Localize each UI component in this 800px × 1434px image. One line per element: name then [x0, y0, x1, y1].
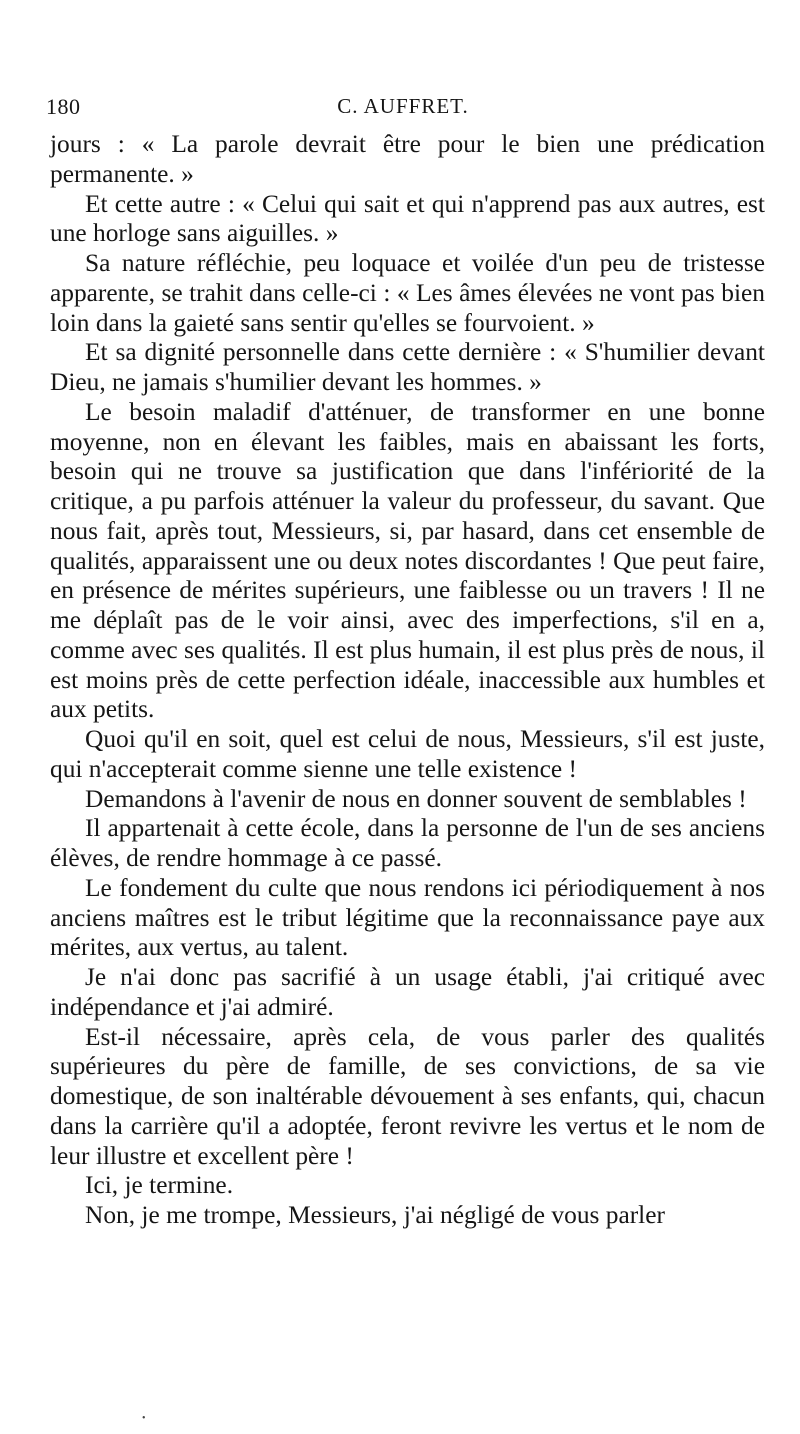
- paragraph: Il appartenait à cette école, dans la personne de l'un de ses anciens élèves, de rendre hommage à ce passé.: [50, 814, 765, 872]
- paragraph: Je n'ai donc pas sacrifié à un usage établi, j'ai critiqué avec indépendance et j'ai admiré.: [50, 963, 765, 1021]
- page-number: 180: [46, 94, 81, 119]
- paragraph: Et cette autre : « Celui qui sait et qui n'apprend pas aux autres, est une horloge sans aiguilles. »: [50, 189, 765, 248]
- paragraph: Non, je me trompe, Messieurs, j'ai négligé de vous parler: [85, 1201, 665, 1229]
- page-header: [46, 94, 760, 124]
- running-head: C. AUFFRET.: [337, 94, 469, 118]
- paragraph: Ici, je termine.: [85, 1171, 234, 1200]
- paragraph: Le fondement du culte que nous rendons ici périodiquement à nos anciens maîtres est le tribut légitime que la reconnaissance paye aux mérites, aux vertus, au talent.: [50, 873, 765, 962]
- paragraph: Le besoin maladif d'atténuer, de transformer en une bonne moyenne, non en élevant les faibles, mais en abaissant les forts, besoin qui ne trouve sa justification que dans l'infériorité de la critique, a pu parfois atténuer la valeur du professeur, du savant. Que nous fait, après tout, Messieurs, si, par hasard, dans cet ensemble de qualités, apparaissent une ou deux notes discordantes ! Que peut faire, en présence de mérites supérieurs, une faiblesse ou un travers ! Il ne me déplaît pas de le voir ainsi, avec des imperfections, s'il en a, comme avec ses qualités. Il est plus humain, il est plus près de nous, il est moins près de cette perfection idéale, inaccessible aux humbles et aux petits.: [50, 397, 765, 724]
- paragraph: Quoi qu'il en soit, quel est celui de nous, Messieurs, s'il est juste, qui n'accepterait comme sienne une telle existence !: [50, 725, 765, 783]
- body-text: [50, 130, 765, 1231]
- paragraph: Et sa dignité personnelle dans cette dernière : « S'humilier devant Dieu, ne jamais s'humilier devant les hommes. »: [50, 338, 765, 396]
- paragraph: Est-il nécessaire, après cela, de vous parler des qualités supérieures du père de famille, de ses convictions, de sa vie domestique, de son inaltérable dévouement à ses enfants, qui, chacun dans la carrière qu'il a adoptée, feront revivre les vertus et le nom de leur illustre et excellent père !: [50, 1022, 765, 1170]
- paragraph: Sa nature réfléchie, peu loquace et voilée d'un peu de tristesse apparente, se trahit dans celle-ci : « Les âmes élevées ne vont pas bien loin dans la gaieté sans sentir qu'elles se fourvoient. »: [50, 249, 765, 337]
- paragraph: Demandons à l'avenir de nous en donner souvent de semblables !: [85, 784, 747, 813]
- paragraph: jours : « La parole devrait être pour le bien une prédication permanente. »: [50, 130, 765, 188]
- footer-mark: •: [142, 1413, 146, 1424]
